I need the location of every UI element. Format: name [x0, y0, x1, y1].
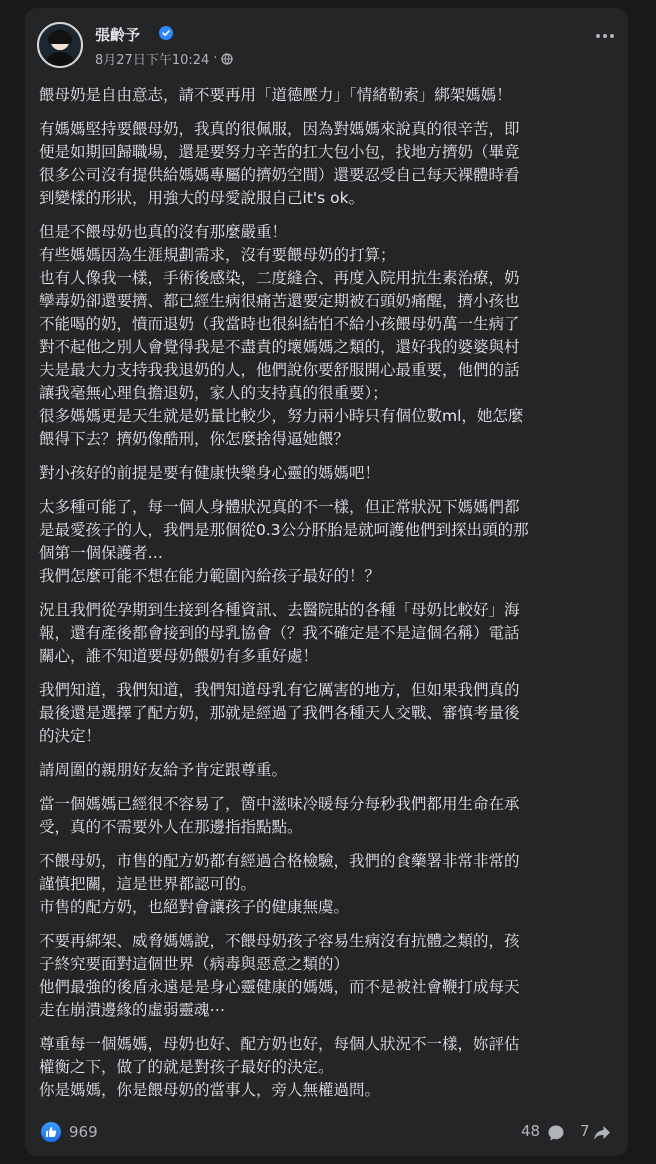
- avatar-hair: [48, 30, 72, 44]
- post-card: [25, 8, 628, 1156]
- post-paragraph: 不餵母奶，市售的配方奶都有經過合格檢驗，我們的食藥署非常非常的 謹慎把關，這是世界都認可的。 市售的配方奶，也絕對會讓孩子的健康無虞。: [39, 852, 520, 916]
- post-paragraph: 餵母奶是自由意志，請不要再用「道德壓力」「情緒勒索」綁架媽媽！: [39, 86, 512, 104]
- globe-icon: [221, 53, 233, 65]
- author-name[interactable]: 張齡予: [95, 26, 141, 44]
- post-paragraph: 但是不餵母奶也真的沒有那麼嚴重！ 有些媽媽因為生涯規劃需求，沒有要餵母奶的打算； 也有人像我一樣，手術後感染，二度縫合、再度入院用抗生素治療，奶 孿毒奶卻還要擠、都已經生病很痛苦還要定期被石頭奶痛醒，擠小孩也 不能喝的奶，憤而退奶（我當時也很糾結怕不給小孩餵母奶萬一生病了 對不起他之別人會覺得我是不盡責的壞媽媽之類的，還好我的婆婆與村 夫是最大力支持我我退奶的人，他們說你要舒服開心最重要，他們的話 讓我毫無心理負擔退奶，家人的支持真的很重要）； 很多媽媽更是天生就是奶量比較少，努力兩小時只有個位數ml，她怎麼 餵得下去？擠奶像酷刑，你怎麼捨得逼她餵？: [39, 223, 524, 448]
- post-header: [25, 8, 628, 76]
- reaction-bar: [25, 1122, 628, 1156]
- post-text: [39, 84, 619, 1113]
- author-avatar[interactable]: [37, 22, 83, 68]
- like-icon[interactable]: [41, 1122, 61, 1142]
- post-meta: [95, 49, 233, 68]
- verified-badge-icon: [159, 26, 173, 40]
- post-paragraph: 我們知道，我們知道，我們知道母乳有它厲害的地方，但如果我們真的 最後還是選擇了配方奶，那就是經過了我們各種天人交戰、審慎考量後 的決定！: [39, 681, 520, 745]
- post-paragraph: 當一個媽媽已經很不容易了，箇中滋味冷暖每分每秒我們都用生命在承 受，真的不需要外人在那邊指指點點。: [39, 795, 520, 836]
- post-paragraph: 尊重每一個媽媽，母奶也好、配方奶也好，每個人狀況不一樣，妳評估 權衡之下，做了的就是對孩子最好的決定。 你是媽媽，你是餵母奶的當事人，旁人無權過問。: [39, 1035, 520, 1099]
- like-count[interactable]: 969: [69, 1123, 98, 1141]
- avatar-body: [45, 52, 75, 68]
- comment-count[interactable]: 48: [521, 1122, 541, 1140]
- more-options-icon[interactable]: [596, 34, 614, 38]
- post-paragraph: 太多種可能了，每一個人身體狀況真的不一樣，但正常狀況下媽媽們都 是最愛孩子的人，我們是那個從0.3公分肧胎是就呵護他們到探出頭的那 個第一個保護者… 我們怎麼可能不想在能力範圍內給孩子最好的！？: [39, 498, 529, 585]
- post-timestamp[interactable]: 8月27日下午10:24: [95, 53, 210, 68]
- post-paragraph: 請周圍的親朋好友給予肯定跟尊重。: [39, 761, 288, 779]
- share-icon[interactable]: [593, 1125, 611, 1141]
- share-count[interactable]: 7: [580, 1122, 590, 1140]
- post-paragraph: 不要再綁架、威脅媽媽說，不餵母奶孩子容易生病沒有抗體之類的，孩 子終究要面對這個世界（病毒與惡意之類的） 他們最強的後盾永遠是是身心靈健康的媽媽，而不是被社會鞭打成每天 走在崩潰邊緣的虛弱靈魂⋯: [39, 932, 520, 1019]
- meta-separator: ·: [213, 51, 218, 66]
- post-paragraph: 有媽媽堅持要餵母奶，我真的很佩服，因為對媽媽來說真的很辛苦，即 便是如期回歸職場，還是要努力辛苦的扛大包小包，找地方擠奶（畢竟 很多公司沒有提供給媽媽專屬的擠奶空間）還要忍受自己每天裸體時看 到變樣的形狀，用強大的母愛說服自己it's ok。: [39, 120, 520, 207]
- post-paragraph: 對小孩好的前提是要有健康快樂身心靈的媽媽吧！: [39, 464, 381, 482]
- post-paragraph: 況且我們從孕期到生接到各種資訊、去醫院貼的各種「母奶比較好」海 報，還有產後都會接到的母乳協會（？我不確定是不是這個名稱）電話 關心，誰不知道要母奶餵奶有多重好處！: [39, 601, 520, 665]
- comment-icon[interactable]: [547, 1124, 565, 1142]
